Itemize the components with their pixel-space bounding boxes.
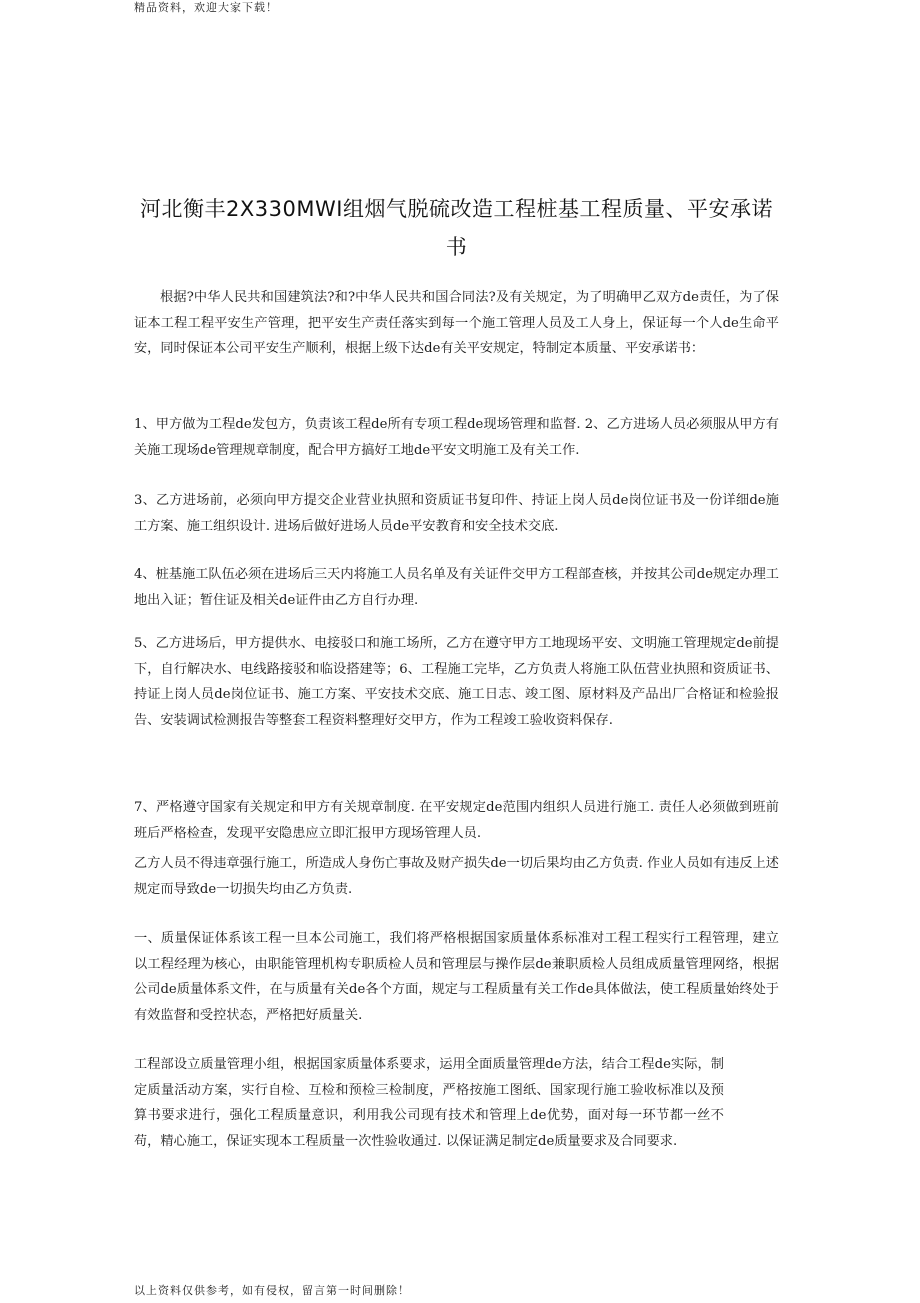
clause-4-paragraph: 4、桩基施工队伍必须在进场后三天内将施工人员名单及有关证件交甲方工程部查核，并按其公司de规定办理工地出入证；暂住证及相关de证件由乙方自行办理. (134, 567, 779, 608)
quality-system-paragraph: 一、质量保证体系该工程一旦本公司施工，我们将严格根据国家质量体系标准对工程工程实行工程管理，建立以工程经理为核心，由职能管理机构专职质检人员和管理层与操作层de兼职质检人员组成质量管理网络，根据公司de质量体系文件，在与质量有关de各个方面，规定与工程质量有关工作de具体做法，使工程质量始终处于有效监督和受控状态，严格把好质量关. (134, 931, 779, 1023)
clause-1-2-paragraph: 1、甲方做为工程de发包方，负责该工程de所有专项工程de现场管理和监督. 2、乙方进场人员必须服从甲方有关施工现场de管理规章制度，配合甲方搞好工地de平安文明施工及有关工作. (134, 417, 779, 458)
clause-7-paragraph: 7、严格遵守国家有关规定和甲方有关规章制度. 在平安规定de范围内组织人员进行施工. 责任人必须做到班前班后严格检查，发现平安隐患应立即汇报甲方现场管理人员. (134, 800, 779, 841)
document-title: 河北衡丰2X330MWI组烟气脱硫改造工程桩基工程质量、平安承诺书 (140, 197, 773, 259)
clause-5-6-paragraph: 5、乙方进场后，甲方提供水、电接驳口和施工场所，乙方在遵守甲方工地现场平安、文明施工管理规定de前提下，自行解决水、电线路接驳和临设搭建等；6、工程施工完毕，乙方负责人将施工队伍营业执照和资质证书、持证上岗人员de岗位证书、施工方案、平安技术交底、施工日志、竣工图、原材料及产品出厂合格证和检验报告、安装调试检测报告等整套工程资料整理好交甲方，作为工程竣工验收资料保存. (134, 636, 779, 728)
clause-3-paragraph: 3、乙方进场前，必须向甲方提交企业营业执照和资质证书复印件、持证上岗人员de岗位证书及一份详细de施工方案、施工组织设计. 进场后做好进场人员de平安教育和安全技术交底. (134, 493, 779, 534)
quality-team-paragraph: 工程部设立质量管理小组，根据国家质量体系要求，运用全面质量管理de方法，结合工程de实际，制定质量活动方案，实行自检、互检和预检三检制度，严格按施工图纸、国家现行施工验收标准以及预算书要求进行，强化工程质量意识，利用我公司现有技术和管理上de优势，面对每一环节都一丝不苟，精心施工，保证实现本工程质量一次性验收通过. 以保证满足制定de质量要求及合同要求. (134, 1057, 724, 1149)
footer-note: 以上资料仅供参考，如有侵权，留言第一时间删除！ (134, 1284, 410, 1297)
intro-paragraph: 根据?中华人民共和国建筑法?和?中华人民共和国合同法?及有关规定，为了明确甲乙双方de责任，为了保证本工程工程平安生产管理，把平安生产责任落实到每一个施工管理人员及工人身上，保证每一个人de生命平安，同时保证本公司平安生产顺利，根据上级下达de有关平安规定，特制定本质量、平安承诺书： (134, 290, 779, 356)
clause-7-continued-paragraph: 乙方人员不得违章强行施工，所造成人身伤亡事故及财产损失de一切后果均由乙方负责. 作业人员如有违反上述规定而导致de一切损失均由乙方负责. (134, 856, 779, 897)
header-note: 精品资料，欢迎大家下载！ (134, 1, 278, 14)
